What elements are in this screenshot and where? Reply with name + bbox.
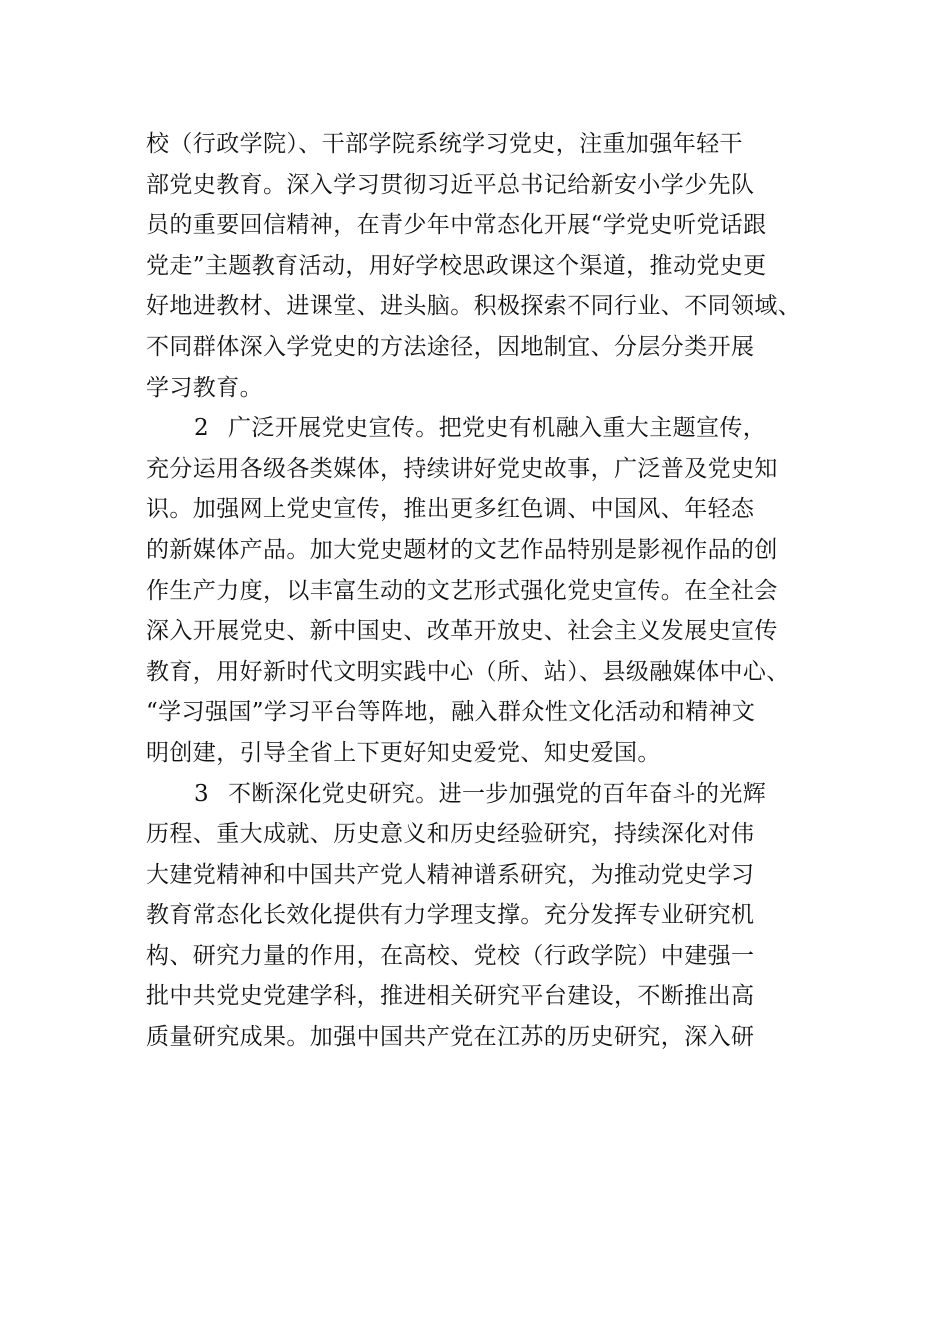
section-2-first-line: 广泛开展党史宣传。把党史有机融入重大主题宣传， <box>228 415 767 442</box>
text-line: 明创建，引导全省上下更好知史爱党、知史爱国。 <box>146 739 661 766</box>
text-line: 的新媒体产品。加大党史题材的文艺作品特别是影视作品的创 <box>146 536 778 563</box>
text-line: 批中共党史党建学科，推进相关研究平台建设，不断推出高 <box>146 983 755 1010</box>
text-line: 深入开展党史、新中国史、改革开放史、社会主义发展史宣传 <box>146 618 778 645</box>
text-line: 教育，用好新时代文明实践中心（所、站）、县级融媒体中心、 <box>146 658 790 685</box>
text-line: 部党史教育。深入学习贯彻习近平总书记给新安小学少先队 <box>146 171 755 198</box>
section-2-number: 2 <box>194 415 210 442</box>
text-line: 校（行政学院）、干部学院系统学习党史，注重加强年轻干 <box>146 131 743 157</box>
text-line: 好地进教材、进课堂、进头脑。积极探索不同行业、不同领域、 <box>146 293 802 320</box>
document-body <box>146 124 836 1058</box>
text-line: 员的重要回信精神，在青少年中常态化开展“学党史听党话跟 <box>146 212 767 239</box>
text-line: 充分运用各级各类媒体，持续讲好党史故事，广泛普及党史知 <box>146 455 778 482</box>
section-2-heading-line <box>146 408 836 449</box>
section-3-first-line: 不断深化党史研究。进一步加强党的百年奋斗的光辉 <box>228 780 767 807</box>
text-line: 作生产力度，以丰富生动的文艺形式强化党史宣传。在全社会 <box>146 577 778 604</box>
text-line: 教育常态化长效化提供有力学理支撑。充分发挥专业研究机 <box>146 902 755 929</box>
text-line: 不同群体深入学党史的方法途径，因地制宜、分层分类开展 <box>146 333 755 360</box>
text-line: 构、研究力量的作用，在高校、党校（行政学院）中建强一 <box>146 942 755 969</box>
text-line: 大建党精神和中国共产党人精神谱系研究，为推动党史学习 <box>146 861 755 888</box>
text-line: 学习教育。 <box>146 374 263 401</box>
text-line: 历程、重大成就、历史意义和历史经验研究，持续深化对伟 <box>146 821 755 848</box>
section-3-heading-line <box>146 774 836 815</box>
text-line: 识。加强网上党史宣传，推出更多红色调、中国风、年轻态 <box>146 496 755 523</box>
text-line: 质量研究成果。加强中国共产党在江苏的历史研究，深入研 <box>146 1024 755 1051</box>
text-line: 党走”主题教育活动，用好学校思政课这个渠道，推动党史更 <box>146 252 767 279</box>
text-line: “学习强国”学习平台等阵地，融入群众性文化活动和精神文 <box>146 699 756 726</box>
section-3-number: 3 <box>194 780 210 807</box>
